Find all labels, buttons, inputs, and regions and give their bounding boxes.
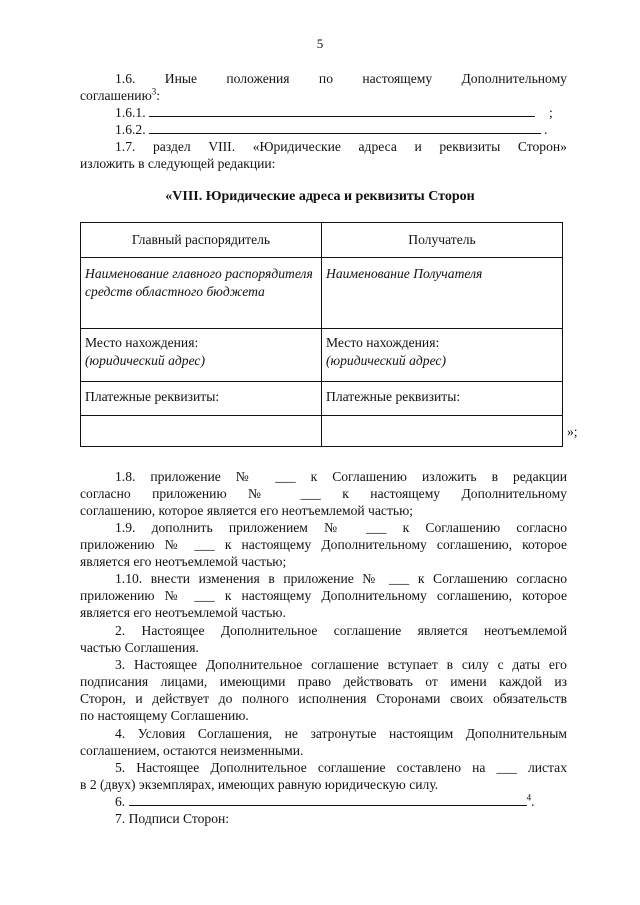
fill-in-line — [149, 104, 535, 117]
word: 1.9. — [115, 520, 136, 535]
word: неотъемлемой — [483, 623, 567, 638]
colon: : — [156, 88, 161, 103]
para-6 — [115, 793, 535, 810]
word: вступает — [387, 657, 438, 672]
word: Настоящее — [141, 623, 205, 638]
word: составлено — [396, 760, 462, 775]
word: имеющими — [219, 674, 286, 689]
word: согласно — [80, 486, 131, 501]
cell-recipient-name: Наименование Получателя — [322, 258, 563, 329]
sec-1-7-line1 — [115, 138, 567, 155]
word: по — [318, 71, 333, 86]
word: соглашение — [333, 623, 402, 638]
word: от — [425, 674, 438, 689]
sec-1-9-line1 — [115, 519, 567, 536]
word: соглашение — [317, 760, 386, 775]
para-3-line3 — [80, 690, 567, 707]
word: № — [324, 520, 350, 535]
sec-1-6-line2 — [80, 87, 160, 104]
word: 1.10. — [115, 571, 143, 586]
table-row — [81, 329, 563, 382]
cell-recipient-payment: Платежные реквизиты: — [322, 382, 563, 416]
word: действовать — [343, 674, 413, 689]
word: до — [218, 691, 233, 706]
para-2-line1 — [115, 622, 567, 639]
cell-manager-name: Наименование главного распорядителя средств областного бюджета — [81, 258, 322, 329]
word: № ___ — [164, 537, 215, 552]
word: № ___ — [164, 588, 215, 603]
word: Дополнительному — [461, 71, 567, 86]
word: к — [224, 537, 232, 552]
word: изложить — [421, 469, 477, 484]
word: 1.8. — [115, 469, 136, 484]
sec-1-8-line3: соглашению, которое является его неотъемлемой частью; — [80, 503, 414, 518]
word: затронутые — [310, 726, 377, 741]
word: Дополнительное — [210, 760, 307, 775]
item-number: 6. — [115, 794, 126, 809]
word: внести — [150, 571, 191, 586]
word: Соглашению — [332, 469, 407, 484]
word: к — [402, 520, 410, 535]
word: действует — [152, 691, 210, 706]
word: право — [297, 674, 332, 689]
word: приложением — [228, 520, 308, 535]
word: изменения — [198, 571, 260, 586]
word: настоящему — [241, 588, 312, 603]
footnote-ref-3: 3 — [151, 86, 157, 97]
word: Дополнительному — [321, 537, 427, 552]
sec-1-6-line1 — [115, 70, 567, 87]
table-row — [81, 223, 563, 258]
footnote-ref-4: 4 — [526, 792, 532, 803]
word: исполнения — [298, 691, 367, 706]
word: согласно — [516, 520, 567, 535]
sec-1-8-line1 — [115, 468, 567, 485]
word: из — [554, 674, 568, 689]
word: которое — [522, 537, 568, 552]
closing-quote-mark: »; — [567, 424, 578, 439]
word: приложение — [283, 571, 354, 586]
para-3-line2 — [80, 673, 567, 690]
word: соглашение — [311, 657, 379, 672]
word: Сторонами — [376, 691, 441, 706]
word: ___ — [366, 520, 387, 535]
item-number: 1.6.2. — [115, 122, 146, 137]
word: 2. — [115, 623, 126, 638]
location-label: Место нахождения: — [85, 335, 199, 350]
word: является — [417, 623, 468, 638]
requisites-table — [80, 222, 563, 447]
location-label: Место нахождения: — [326, 335, 440, 350]
word: в — [446, 657, 454, 672]
word: в — [491, 469, 499, 484]
word: его — [548, 657, 567, 672]
word: приложению — [152, 486, 227, 501]
word: имени — [450, 674, 487, 689]
sec-1-7-line2: изложить в следующей редакции: — [80, 156, 276, 171]
para-4-line2: соглашением, остаются неизменными. — [80, 743, 304, 758]
semicolon: ; — [549, 105, 553, 120]
sec-1-6-1 — [115, 104, 553, 121]
word: в — [268, 571, 275, 586]
word: Настоящее — [134, 657, 197, 672]
sec-1-6-2 — [115, 121, 547, 138]
word: к — [342, 486, 349, 501]
word: соглашению, — [436, 537, 513, 552]
sec-1-10-line1 — [115, 570, 567, 587]
cell-manager-payment: Платежные реквизиты: — [81, 382, 322, 416]
word: согласно — [516, 571, 568, 586]
word: силу — [461, 657, 489, 672]
word: 1.6. — [115, 71, 136, 86]
item-number: 1.6.1. — [115, 105, 146, 120]
word: Дополнительное — [205, 657, 303, 672]
word: каждой — [499, 674, 542, 689]
para-5-line2: в 2 (двух) экземплярах, имеющих равную юридическую силу. — [80, 777, 439, 792]
word: настоящим — [388, 726, 454, 741]
word: которое — [522, 588, 568, 603]
section-heading: «VIII. Юридические адреса и реквизиты Сторон — [165, 189, 475, 204]
period: . — [531, 794, 535, 809]
cell-manager-location — [81, 329, 322, 382]
word: полного — [242, 691, 289, 706]
word: соглашению, — [436, 588, 513, 603]
cell-empty — [322, 416, 563, 447]
word: ___ — [300, 486, 321, 501]
word: подписания — [80, 674, 149, 689]
word: и — [135, 691, 143, 706]
word: VIII. — [208, 139, 236, 154]
para-7: 7. Подписи Сторон: — [115, 811, 230, 826]
cell-empty — [81, 416, 322, 447]
fill-in-line — [149, 121, 541, 134]
word: 1.7. — [115, 139, 136, 154]
para-5-line1 — [115, 759, 567, 776]
word: Соглашению — [425, 520, 501, 535]
word: 3. — [115, 657, 126, 672]
word: Иные — [164, 71, 198, 86]
word: своих — [450, 691, 484, 706]
period: . — [544, 122, 548, 137]
word: адреса — [358, 139, 397, 154]
word: приложению — [80, 537, 155, 552]
word: ___ — [275, 469, 296, 484]
word: обязательств — [492, 691, 567, 706]
sec-1-6-word: соглашению — [80, 88, 152, 103]
word: Дополнительному — [461, 486, 567, 501]
word: приложение — [150, 469, 221, 484]
word: лицами, — [160, 674, 208, 689]
word: № ___ — [362, 571, 410, 586]
word: к — [310, 469, 318, 484]
word: к — [224, 588, 232, 603]
word: Сторон» — [517, 139, 567, 154]
word: ___ — [496, 760, 517, 775]
sec-1-9-line3: является его неотъемлемой частью; — [80, 554, 287, 569]
word: настоящему — [241, 537, 312, 552]
word: не — [284, 726, 298, 741]
word: № — [235, 469, 261, 484]
para-2-line2: частью Соглашения. — [80, 640, 199, 655]
word: дополнить — [151, 520, 213, 535]
word: настоящему — [370, 486, 441, 501]
sec-1-10-line2 — [80, 587, 567, 604]
header-main-manager: Главный распорядитель — [81, 223, 322, 258]
word: реквизиты — [439, 139, 501, 154]
word: на — [472, 760, 486, 775]
word: 4. — [115, 726, 126, 741]
table-row — [81, 416, 563, 447]
word: 5. — [115, 760, 126, 775]
word: редакции — [513, 469, 568, 484]
word: и — [414, 139, 422, 154]
word: приложению — [80, 588, 155, 603]
sec-1-9-line2 — [80, 536, 567, 553]
word: Соглашения, — [197, 726, 273, 741]
word: Дополнительному — [321, 588, 427, 603]
location-note: (юридический адрес) — [85, 353, 205, 368]
page-number: 5 — [316, 36, 324, 51]
word: настоящему — [362, 71, 433, 86]
word: к — [417, 571, 425, 586]
word: положения — [226, 71, 290, 86]
word: Соглашению — [433, 571, 508, 586]
word: Условия — [137, 726, 186, 741]
word: Дополнительным — [465, 726, 567, 741]
para-3-line4: по настоящему Соглашению. — [80, 708, 249, 723]
cell-recipient-location — [322, 329, 563, 382]
word: «Юридические — [252, 139, 341, 154]
sec-1-8-line2 — [80, 485, 567, 502]
word: № — [248, 486, 280, 501]
word: Сторон, — [80, 691, 126, 706]
word: Настоящее — [136, 760, 200, 775]
table-row — [81, 258, 563, 329]
sec-1-10-line3: является его неотъемлемой частью. — [80, 605, 286, 620]
location-note: (юридический адрес) — [326, 353, 446, 368]
word: с — [497, 657, 504, 672]
word: листах — [527, 760, 567, 775]
para-4-line1 — [115, 725, 567, 742]
word: Дополнительное — [220, 623, 318, 638]
header-recipient: Получатель — [322, 223, 563, 258]
word: раздел — [153, 139, 191, 154]
fill-in-line — [129, 793, 527, 806]
para-3-line1 — [115, 656, 567, 673]
table-row — [81, 382, 563, 416]
word: даты — [512, 657, 541, 672]
